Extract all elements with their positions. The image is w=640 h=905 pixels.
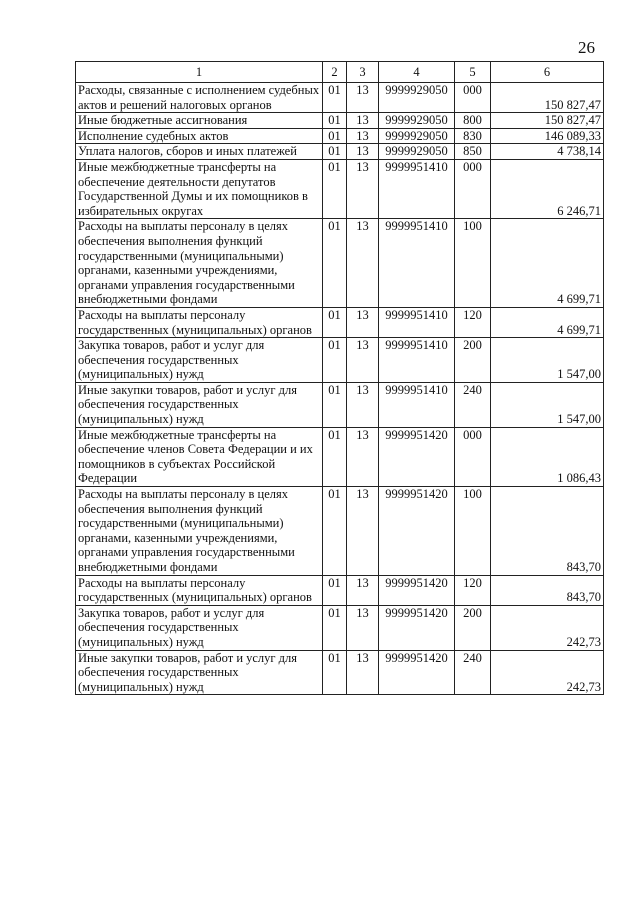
cell-section: 01 xyxy=(323,487,347,576)
table-row xyxy=(76,650,604,695)
cell-subsection: 13 xyxy=(347,307,379,337)
cell-name: Закупка товаров, работ и услуг для обеспечения государственных (муниципальных) нужд xyxy=(76,338,323,383)
cell-expense-type: 850 xyxy=(455,144,491,160)
cell-target-article: 9999929050 xyxy=(379,83,455,113)
cell-expense-type: 200 xyxy=(455,338,491,383)
cell-name: Уплата налогов, сборов и иных платежей xyxy=(76,144,323,160)
cell-amount: 150 827,47 xyxy=(491,83,604,113)
cell-name: Расходы на выплаты персоналу в целях обеспечения выполнения функций государственными (муниципальными) органами, казенными учреждениями, органами управления государственными внебюджетными фондами xyxy=(76,487,323,576)
cell-target-article: 9999929050 xyxy=(379,144,455,160)
cell-amount: 1 547,00 xyxy=(491,382,604,427)
table-row xyxy=(76,338,604,383)
table-row xyxy=(76,113,604,129)
cell-expense-type: 200 xyxy=(455,605,491,650)
cell-amount: 6 246,71 xyxy=(491,159,604,218)
cell-amount: 242,73 xyxy=(491,605,604,650)
cell-section: 01 xyxy=(323,307,347,337)
cell-target-article: 9999951410 xyxy=(379,219,455,308)
cell-subsection: 13 xyxy=(347,338,379,383)
cell-expense-type: 800 xyxy=(455,113,491,129)
cell-name: Иные межбюджетные трансферты на обеспечение членов Совета Федерации и их помощников в субъектах Российской Федерации xyxy=(76,427,323,486)
cell-section: 01 xyxy=(323,605,347,650)
cell-section: 01 xyxy=(323,219,347,308)
cell-expense-type: 120 xyxy=(455,307,491,337)
table-row xyxy=(76,144,604,160)
cell-section: 01 xyxy=(323,338,347,383)
cell-expense-type: 240 xyxy=(455,650,491,695)
cell-amount: 242,73 xyxy=(491,650,604,695)
cell-subsection: 13 xyxy=(347,605,379,650)
cell-name: Расходы на выплаты персоналу в целях обеспечения выполнения функций государственными (муниципальными) органами, казенными учреждениями, органами управления государственными внебюджетными фондами xyxy=(76,219,323,308)
budget-table xyxy=(75,61,604,695)
cell-name: Иные закупки товаров, работ и услуг для обеспечения государственных (муниципальных) нужд xyxy=(76,382,323,427)
table-row xyxy=(76,83,604,113)
cell-name: Расходы, связанные с исполнением судебных актов и решений налоговых органов xyxy=(76,83,323,113)
cell-target-article: 9999929050 xyxy=(379,128,455,144)
cell-target-article: 9999951420 xyxy=(379,427,455,486)
cell-subsection: 13 xyxy=(347,113,379,129)
cell-subsection: 13 xyxy=(347,128,379,144)
cell-name: Расходы на выплаты персоналу государственных (муниципальных) органов xyxy=(76,307,323,337)
header-col-2: 2 xyxy=(323,62,347,83)
cell-amount: 150 827,47 xyxy=(491,113,604,129)
cell-section: 01 xyxy=(323,128,347,144)
cell-subsection: 13 xyxy=(347,219,379,308)
cell-expense-type: 100 xyxy=(455,487,491,576)
cell-amount: 1 547,00 xyxy=(491,338,604,383)
cell-section: 01 xyxy=(323,575,347,605)
cell-amount: 4 699,71 xyxy=(491,307,604,337)
cell-subsection: 13 xyxy=(347,650,379,695)
cell-section: 01 xyxy=(323,382,347,427)
cell-name: Расходы на выплаты персоналу государственных (муниципальных) органов xyxy=(76,575,323,605)
cell-target-article: 9999929050 xyxy=(379,113,455,129)
cell-name: Исполнение судебных актов xyxy=(76,128,323,144)
cell-subsection: 13 xyxy=(347,83,379,113)
cell-section: 01 xyxy=(323,650,347,695)
table-row xyxy=(76,575,604,605)
cell-expense-type: 240 xyxy=(455,382,491,427)
header-col-5: 5 xyxy=(455,62,491,83)
cell-expense-type: 830 xyxy=(455,128,491,144)
cell-target-article: 9999951410 xyxy=(379,307,455,337)
cell-name: Иные закупки товаров, работ и услуг для обеспечения государственных (муниципальных) нужд xyxy=(76,650,323,695)
table-row xyxy=(76,219,604,308)
cell-section: 01 xyxy=(323,144,347,160)
table-body xyxy=(76,83,604,695)
cell-amount: 843,70 xyxy=(491,575,604,605)
cell-name: Иные межбюджетные трансферты на обеспечение деятельности депутатов Государственной Думы и их помощников в избирательных округах xyxy=(76,159,323,218)
header-col-1: 1 xyxy=(76,62,323,83)
cell-name: Иные бюджетные ассигнования xyxy=(76,113,323,129)
cell-section: 01 xyxy=(323,113,347,129)
cell-subsection: 13 xyxy=(347,382,379,427)
table-row xyxy=(76,427,604,486)
cell-subsection: 13 xyxy=(347,144,379,160)
cell-target-article: 9999951420 xyxy=(379,575,455,605)
cell-expense-type: 100 xyxy=(455,219,491,308)
cell-amount: 146 089,33 xyxy=(491,128,604,144)
header-col-3: 3 xyxy=(347,62,379,83)
table-row xyxy=(76,487,604,576)
cell-subsection: 13 xyxy=(347,159,379,218)
table-row xyxy=(76,605,604,650)
cell-section: 01 xyxy=(323,83,347,113)
cell-subsection: 13 xyxy=(347,427,379,486)
cell-target-article: 9999951420 xyxy=(379,650,455,695)
header-col-6: 6 xyxy=(491,62,604,83)
table-header xyxy=(76,62,604,83)
cell-amount: 4 699,71 xyxy=(491,219,604,308)
cell-amount: 4 738,14 xyxy=(491,144,604,160)
cell-expense-type: 120 xyxy=(455,575,491,605)
table-row xyxy=(76,382,604,427)
cell-name: Закупка товаров, работ и услуг для обеспечения государственных (муниципальных) нужд xyxy=(76,605,323,650)
cell-subsection: 13 xyxy=(347,575,379,605)
cell-target-article: 9999951410 xyxy=(379,159,455,218)
cell-section: 01 xyxy=(323,159,347,218)
header-col-4: 4 xyxy=(379,62,455,83)
cell-target-article: 9999951410 xyxy=(379,382,455,427)
cell-target-article: 9999951410 xyxy=(379,338,455,383)
page-number: 26 xyxy=(578,38,595,57)
cell-amount: 843,70 xyxy=(491,487,604,576)
table-row xyxy=(76,307,604,337)
cell-target-article: 9999951420 xyxy=(379,487,455,576)
header-row xyxy=(76,62,604,83)
cell-expense-type: 000 xyxy=(455,159,491,218)
cell-section: 01 xyxy=(323,427,347,486)
cell-expense-type: 000 xyxy=(455,83,491,113)
table-row xyxy=(76,159,604,218)
cell-target-article: 9999951420 xyxy=(379,605,455,650)
cell-amount: 1 086,43 xyxy=(491,427,604,486)
table-row xyxy=(76,128,604,144)
cell-expense-type: 000 xyxy=(455,427,491,486)
cell-subsection: 13 xyxy=(347,487,379,576)
